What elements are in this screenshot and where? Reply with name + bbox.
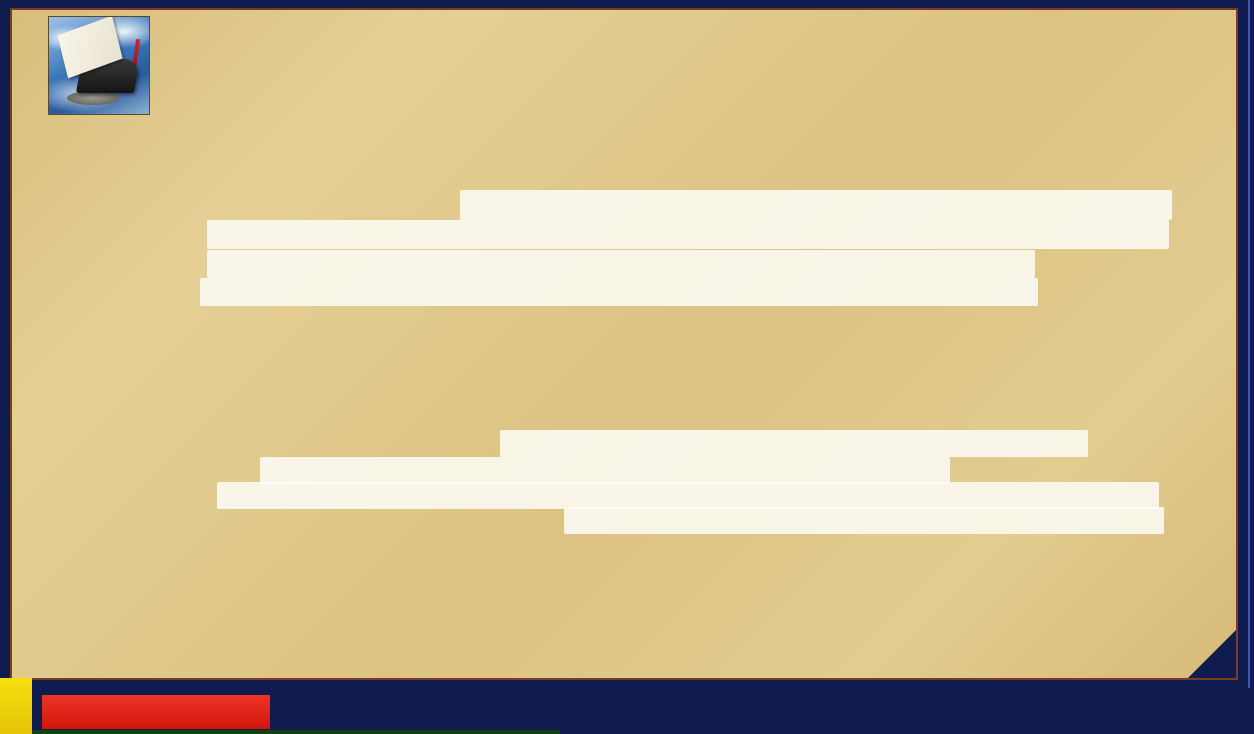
bottom-bar [0, 688, 1254, 734]
highlight-patch [207, 220, 1169, 249]
corner-decoration [1186, 628, 1238, 680]
mailbox-base-icon [67, 91, 119, 105]
green-strip [32, 730, 560, 734]
highlight-patch [564, 507, 1164, 534]
highlight-patch [260, 457, 950, 484]
highlight-patch [217, 482, 1159, 509]
highlight-patch [207, 250, 1035, 278]
photo-wrap [48, 16, 150, 115]
mailbox-photo [48, 16, 150, 115]
highlight-patch [500, 430, 1088, 457]
highlight-patch [460, 190, 1172, 220]
banner-badge[interactable] [42, 695, 270, 729]
letters-board [10, 8, 1238, 680]
header-row [48, 16, 1220, 115]
top-letters-column [162, 16, 1220, 115]
highlight-patch [200, 278, 1038, 306]
yellow-strip [0, 678, 32, 734]
